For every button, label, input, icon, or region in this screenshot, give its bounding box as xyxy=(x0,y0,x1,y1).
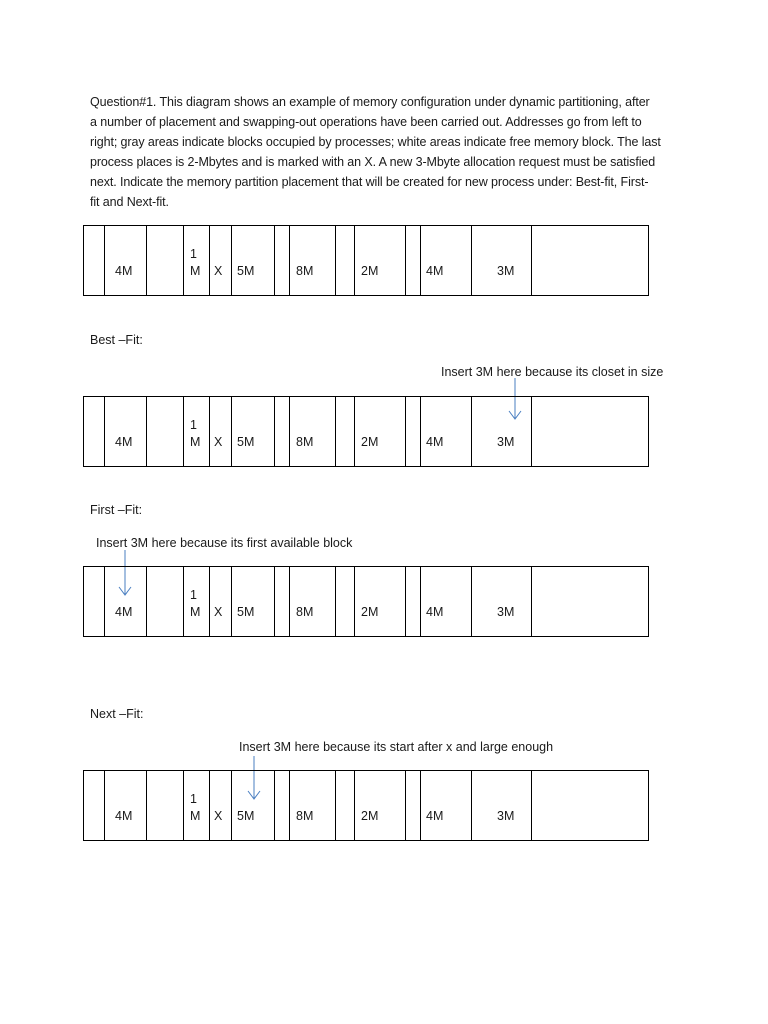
partition-divider xyxy=(289,397,290,466)
partition-divider xyxy=(471,226,472,295)
partition-divider xyxy=(274,567,275,636)
partition-divider xyxy=(335,567,336,636)
partition-divider xyxy=(183,397,184,466)
partition-divider xyxy=(209,567,210,636)
block-4m: 4M xyxy=(115,809,133,823)
partition-divider xyxy=(335,397,336,466)
block-1m-top: 1 xyxy=(190,418,197,432)
question-line: fit and Next-fit. xyxy=(90,195,169,209)
block-4m-second: 4M xyxy=(426,605,444,619)
partition-divider xyxy=(209,397,210,466)
partition-divider xyxy=(531,226,532,295)
partition-divider xyxy=(231,397,232,466)
block-8m: 8M xyxy=(296,809,314,823)
partition-divider xyxy=(289,771,290,840)
question-line: next. Indicate the memory partition placement that will be created for new process under: Best-fit, First- xyxy=(90,175,649,189)
partition-divider xyxy=(274,226,275,295)
block-8m: 8M xyxy=(296,605,314,619)
block-5m: 5M xyxy=(237,605,255,619)
block-1m-bottom: M xyxy=(190,264,201,278)
partition-divider xyxy=(183,567,184,636)
partition-divider xyxy=(183,226,184,295)
partition-divider xyxy=(274,397,275,466)
best-fit-label: Best –Fit: xyxy=(90,333,143,347)
partition-divider xyxy=(104,226,105,295)
partition-divider xyxy=(231,226,232,295)
block-x: X xyxy=(214,605,223,619)
partition-divider xyxy=(354,226,355,295)
partition-divider xyxy=(471,397,472,466)
partition-divider xyxy=(471,771,472,840)
partition-divider xyxy=(231,771,232,840)
block-4m: 4M xyxy=(115,605,133,619)
partition-divider xyxy=(274,771,275,840)
memory-layout-next-fit xyxy=(83,770,649,841)
block-4m-second: 4M xyxy=(426,809,444,823)
best-fit-note: Insert 3M here because its closet in size xyxy=(441,365,664,379)
block-1m-top: 1 xyxy=(190,792,197,806)
partition-divider xyxy=(146,226,147,295)
block-2m: 2M xyxy=(361,435,379,449)
next-fit-label: Next –Fit: xyxy=(90,707,144,721)
block-2m: 2M xyxy=(361,809,379,823)
partition-divider xyxy=(354,567,355,636)
block-1m-bottom: M xyxy=(190,605,201,619)
memory-layout-best-fit xyxy=(83,396,649,467)
partition-divider xyxy=(354,771,355,840)
partition-divider xyxy=(420,567,421,636)
partition-divider xyxy=(405,567,406,636)
block-3m: 3M xyxy=(497,809,515,823)
block-3m: 3M xyxy=(497,264,515,278)
first-fit-note: Insert 3M here because its first available block xyxy=(96,536,353,550)
question-text xyxy=(90,92,682,212)
partition-divider xyxy=(335,771,336,840)
partition-divider xyxy=(471,567,472,636)
partition-divider xyxy=(146,397,147,466)
partition-divider xyxy=(420,771,421,840)
block-4m: 4M xyxy=(115,435,133,449)
partition-divider xyxy=(420,397,421,466)
block-5m: 5M xyxy=(237,264,255,278)
block-2m: 2M xyxy=(361,264,379,278)
next-fit-note: Insert 3M here because its start after x and large enough xyxy=(239,740,554,754)
block-1m-top: 1 xyxy=(190,247,197,261)
partition-divider xyxy=(209,771,210,840)
block-3m: 3M xyxy=(497,435,515,449)
partition-divider xyxy=(146,771,147,840)
partition-divider xyxy=(289,567,290,636)
partition-divider xyxy=(209,226,210,295)
block-x: X xyxy=(214,435,223,449)
partition-divider xyxy=(104,397,105,466)
block-5m: 5M xyxy=(237,809,255,823)
memory-layout-original xyxy=(83,225,649,296)
block-3m: 3M xyxy=(497,605,515,619)
partition-divider xyxy=(405,771,406,840)
block-1m-bottom: M xyxy=(190,809,201,823)
partition-divider xyxy=(354,397,355,466)
first-fit-label: First –Fit: xyxy=(90,503,143,517)
memory-layout-first-fit xyxy=(83,566,649,637)
partition-divider xyxy=(183,771,184,840)
question-line: a number of placement and swapping-out operations have been carried out. Addresses go from left to xyxy=(90,115,642,129)
question-line: process places is 2-Mbytes and is marked with an X. A new 3-Mbyte allocation request must be satisfied xyxy=(90,155,656,169)
partition-divider xyxy=(405,226,406,295)
partition-divider xyxy=(405,397,406,466)
partition-divider xyxy=(531,397,532,466)
block-x: X xyxy=(214,264,223,278)
question-line: right; gray areas indicate blocks occupied by processes; white areas indicate free memory block. The last xyxy=(90,135,661,149)
block-x: X xyxy=(214,809,223,823)
partition-divider xyxy=(104,567,105,636)
block-4m-second: 4M xyxy=(426,435,444,449)
partition-divider xyxy=(104,771,105,840)
partition-divider xyxy=(531,771,532,840)
partition-divider xyxy=(420,226,421,295)
block-1m-top: 1 xyxy=(190,588,197,602)
block-8m: 8M xyxy=(296,435,314,449)
block-8m: 8M xyxy=(296,264,314,278)
block-4m-second: 4M xyxy=(426,264,444,278)
block-2m: 2M xyxy=(361,605,379,619)
block-4m: 4M xyxy=(115,264,133,278)
partition-divider xyxy=(146,567,147,636)
block-1m-bottom: M xyxy=(190,435,201,449)
partition-divider xyxy=(231,567,232,636)
partition-divider xyxy=(531,567,532,636)
block-5m: 5M xyxy=(237,435,255,449)
question-line: Question#1. This diagram shows an example of memory configuration under dynamic partitioning, after xyxy=(90,95,650,109)
partition-divider xyxy=(289,226,290,295)
partition-divider xyxy=(335,226,336,295)
